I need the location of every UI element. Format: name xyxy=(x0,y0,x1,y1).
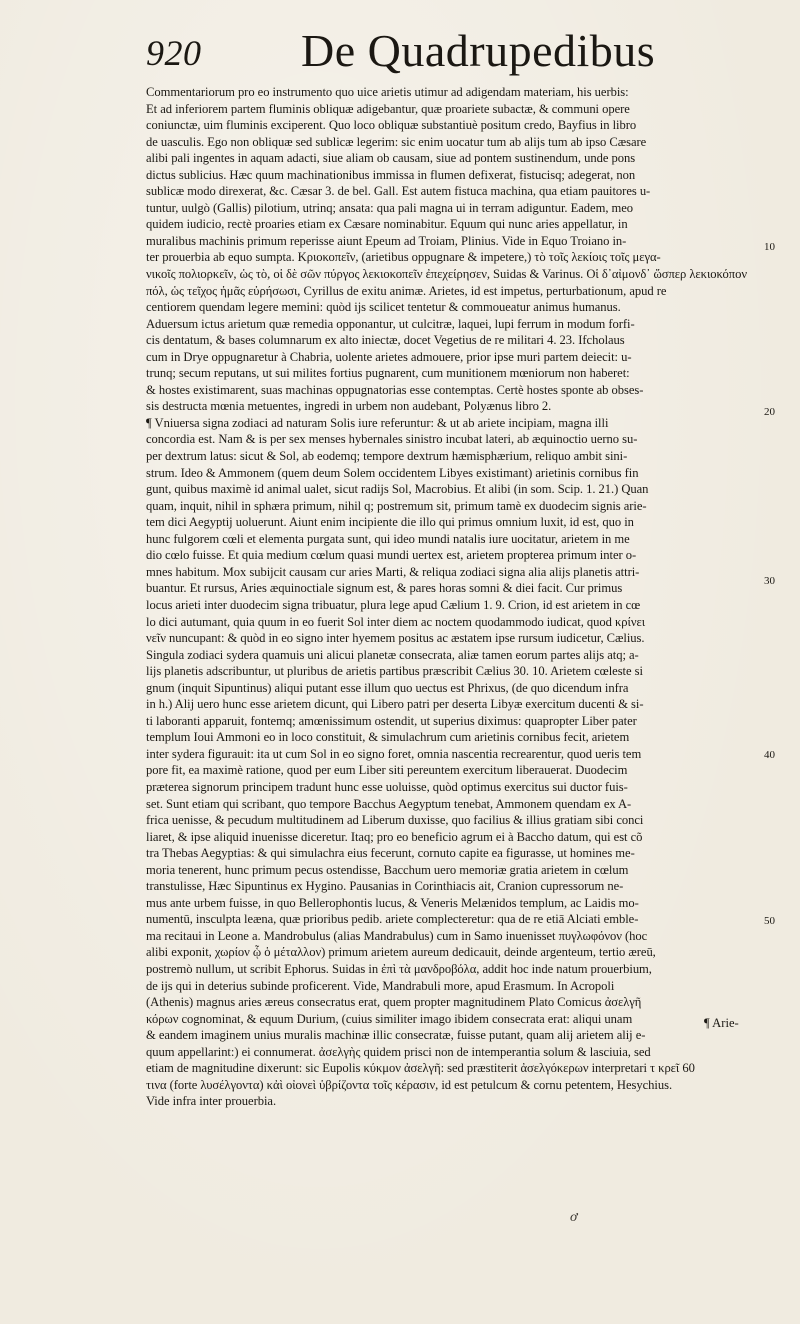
marginal-line-number: 30 xyxy=(764,575,775,587)
text-line: concordia est. Nam & is per sex menses hybernales sinistro incubat lateri, ab æquinoctio uerno su- xyxy=(146,432,638,447)
text-line: dictus sublicius. Hæc quum machinationibus immissa in flumen defixerat, fistucisq; adegerat, non xyxy=(146,167,636,182)
text-line: dio cœlo fuisse. Et quia medium cœlum quasi mundi uertex est, arietem propterea primum inter o- xyxy=(146,548,637,563)
text-line: νικοῖς πολιορκεῖν, ὡς τὸ, οἱ δὲ σῶν πύργος λεκιοκοπεῖν ἐπεχείρησεν, Suidas & Varinus. Οἱ δ᾽αἰμονδ᾽ ὥσπερ λεκιοκόπον xyxy=(146,267,747,282)
text-line: quam, inquit, nihil in sphæra primum, nihil q; postremum sit, primum tamè ex duodecim signis arie- xyxy=(146,498,647,513)
text-line: πόλ, ὡς τεῖχος ἡμᾶς εὐρήσωσι, Cyrillus de exitu animæ. Arietes, id est impetus, perturbationum, apud re xyxy=(146,283,667,298)
main-text-block xyxy=(146,84,786,1110)
text-line: locus arieti inter duodecim signa tribuatur, plura lege apud Cælium 1. 9. Crion, id est arietem in cœ xyxy=(146,597,641,612)
page-number: 920 xyxy=(146,33,202,73)
text-line: ma recitaui in Leone a. Mandrobulus (alias Mandrabulus) cum in Samo inuenisset πυγλωφόνον (hoc xyxy=(146,928,648,943)
text-line: gnum (inquit Sipuntinus) aliqui putant esse illum quo uectus est Phrixus, (de quo dicendum infra xyxy=(146,680,629,695)
text-line: frica uenisse, & pecudum multitudinem ad Liberum duxisse, quo facilius & illius gratiam sibi conci xyxy=(146,813,644,828)
text-line: mnes habitum. Mox subijcit causam cur aries Marti, & reliqua zodiaci signa alia alijs planetis attri- xyxy=(146,564,640,579)
text-line: lo dici autumant, quia quum in eo fuerit Sol inter diem ac noctem quodammodo iudicat, quod κρίνει xyxy=(146,614,646,629)
text-line: (Athenis) magnus aries æreus consecratus erat, quem propter magnitudinem Plato Comicus ἀσελγῆ xyxy=(146,995,642,1010)
marginal-line-number: 40 xyxy=(764,749,775,761)
text-line: quidem iudicio, rectè proaries etiam ex Cæsare nominabitur. Equum qui nunc aries appellatur, in xyxy=(146,217,628,232)
text-line: liaret, & ipse aliquid inuenisse diceretur. Itaq; pro eo beneficio agrum ei à Baccho datum, qui est cõ xyxy=(146,829,643,844)
text-line: per dextrum latus: sicut & Sol, ab eodemq; tempore dextrum hæmisphærium, reliquo ambit sini- xyxy=(146,449,628,464)
marginal-line-number: 50 xyxy=(764,915,775,927)
text-line: set. Sunt etiam qui scribant, quo tempore Bacchus Aegyptum tenebat, Ammonem quendam ex A- xyxy=(146,796,632,811)
text-line: inter sydera figurauit: ita ut cum Sol in eo signo foret, omnia nascentia recrearentur, quod ueris tem xyxy=(146,746,642,761)
text-line: trunq; secum reputans, ut sui milites fortius pugnarent, cum munitionem mœniorum non haberet: xyxy=(146,366,630,381)
catchword: ¶ Arie- xyxy=(704,1016,739,1030)
text-line: moria tenerent, hunc primum pecus ostendisse, Bacchum uero memoriæ gratia arietem in cœlum xyxy=(146,862,629,877)
text-line: tem dici Aegyptij uoluerunt. Aiunt enim incipiente die illo qui primus omnium luxit, id est, quo in xyxy=(146,515,634,530)
text-line: lijs planetis adscribuntur, ut pluribus de arietis partibus præscribit Cælius 30. 10. Arietem cœleste si xyxy=(146,664,643,679)
text-line: tra Thebas Aegyptias: & qui simulachra eius fecerunt, cornuto capite ea figurasse, ut homines me- xyxy=(146,846,635,861)
text-line: cis dentatum, & bases columnarum ex alto iniectæ, docet Vegetius de re militari 4. 23. Ifcholaus xyxy=(146,333,625,348)
text-line: in h.) Alij uero hunc esse arietem dicunt, qui Libero patri per deserta Libyæ exercitum ducenti & si- xyxy=(146,697,644,712)
text-line: hunc fulgorem cœli et elementa purgata sunt, qui ideo mundi natalis iure uocitatur, arietem in me xyxy=(146,531,630,546)
text-line: centiorem quendam legere memini: quòd ijs scilicet tentetur & commoueatur animus humanus. xyxy=(146,300,621,315)
text-line: Singula zodiaci sydera quamuis uni alicui planetæ consecrata, aliæ tamen eorum partes alijs atq; a- xyxy=(146,647,639,662)
text-line: templum Ioui Ammoni eo in loco constituit, & simulachrum cum arietinis cornibus fecit, arietem xyxy=(146,730,630,745)
text-line: cum in Drye oppugnaretur à Chabria, uolente arietes admouere, prior ipse muri partem deiecit: u- xyxy=(146,349,632,364)
text-line: sis destructa mœnia metuentes, ingredi in urbem non audebant, Polyænus libro 2. xyxy=(146,399,552,414)
text-line: Aduersum ictus arietum quæ remedia opponantur, ut culcitræ, laquei, lupi ferrum in modum forfi- xyxy=(146,316,635,331)
text-line: strum. Ideo & Ammonem (quem deum Solem occidentem Libyes existimant) arietinis cornibus fin xyxy=(146,465,639,480)
text-line: tuntur, uulgò (Gallis) pilotium, utrinq; ansata: qua pali magna ui in terram adiguntur. Eadem, meo xyxy=(146,200,634,215)
ink-mark: ơ xyxy=(570,1210,578,1225)
marginal-line-number: 10 xyxy=(764,241,775,253)
text-line: νεῖν nuncupant: & quòd in eo signo inter hyemem positus ac æstatem ipse rursum iudicetur, Cælius. xyxy=(146,631,645,646)
text-line: Commentariorum pro eo instrumento quo uice arietis utimur ad adigendam materiam, his uerbis: xyxy=(146,85,629,99)
text-line: de uasculis. Ego non obliquæ sed sublicæ legerim: sic enim uocatur tum ab alijs tum ab ipso Cæsare xyxy=(146,134,647,149)
text-line: postremò nullum, ut scribit Ephorus. Suidas in ἐπὶ τὰ μανδροβόλα, addit hoc inde natum prouerbium, xyxy=(146,961,652,976)
text-line: τινα (forte λυσέλγοντα) κἀὶ οἰονεὶ ὑβρίζοντα τοῖς κέρασιν, id est petulcum & cornu petentem, Hesychius. xyxy=(146,1077,673,1092)
text-line: ti laboranti apparuit, fontemq; amœnissimum ostendit, ut superius diximus: quapropter Liber pater xyxy=(146,713,637,728)
text-line: quum appellarint:) ei connumerat. ἀσελγὴς quidem prisci non de intemperantia solum & lasciuia, sed xyxy=(146,1044,651,1059)
text-line: muralibus machinis primum reperisse aiunt Epeum ad Troiam, Plinius. Vide in Equo Troiano in- xyxy=(146,233,627,248)
text-line: Et ad inferiorem partem fluminis obliquæ adigebantur, quæ proariete subactæ, & communi opere xyxy=(146,101,630,116)
text-line: alibi pali ingentes in aquam adacti, siue aliam ob causam, siue ad pontem sustinendum, unde pons xyxy=(146,151,636,166)
text-line: Vide infra inter prouerbia. xyxy=(146,1094,277,1109)
text-line: coniunctæ, uim fluminis exciperent. Quo loco obliquæ substantiuè positum credo, Bayfius in libro xyxy=(146,118,637,133)
text-line: mus ante urbem fuisse, in quo Bellerophontis lucus, & Veneris Melænidos templum, ac Laidis mo- xyxy=(146,895,639,910)
text-line: buantur. Et rursus, Aries æquinoctiale signum est, & pares horas somni & diei facit. Cur primus xyxy=(146,581,623,596)
page-header xyxy=(146,24,786,84)
text-line: de ijs qui in deterius subinde proficerent. Vide, Mandrabuli more, apud Erasmum. In Acropoli xyxy=(146,978,615,993)
text-line: transtulisse, Hæc Sipuntinus ex Hygino. Pausanias in Corinthiacis ait, Cranion cupressorum ne- xyxy=(146,879,624,894)
text-line: gunt, quibus maximè id animal ualet, sicut radijs Sol, Macrobius. Et alibi (in som. Scip. 1. 21.) Quan xyxy=(146,482,649,497)
text-line: numentū, insculpta leæna, quæ prioribus pedib. ariete complecteretur: qua de re etiā Alciati emble- xyxy=(146,912,639,927)
text-line: κόρων cognominat, & equum Durium, (cuius similiter imago ibidem consecrata erat: aliqui unam xyxy=(146,1011,633,1026)
marginal-line-number: 20 xyxy=(764,406,775,418)
text-line: & eandem imaginem unius muralis machinæ illic consecratæ, fuisse putant, quam alij arietem alij e- xyxy=(146,1028,646,1043)
text-line: præterea signorum principem tradunt hunc esse uoluisse, quòd optimus exercitus sui ductor fuis- xyxy=(146,779,628,794)
text-line: ¶ Vniuersa signa zodiaci ad naturam Solis iure referuntur: & ut ab ariete incipiam, magna illi xyxy=(146,415,609,430)
text-line: & hostes existimarent, suas machinas oppugnatorias esse contemptas. Certè hostes sponte ab obses- xyxy=(146,382,644,397)
text-line: pore fit, ea maximè ratione, quod per eum Liber siti pereuntem exercitum liberauerat. Duodecim xyxy=(146,763,628,778)
running-title: De Quadrupedibus xyxy=(301,25,656,76)
text-line: etiam de magnitudine dixerunt: sic Eupolis κύκμον ἀσελγῆ: sed præstiterit ἀσελγόκερων interpretari τ κρεῖ 60 xyxy=(146,1061,695,1076)
text-line: alibi exponit, χωρίον ᾧ ὁ μέταλλον) primum arietem aureum dedicauit, deinde argenteum, tertio æreū, xyxy=(146,945,656,960)
text-line: sublicæ modo direxerat, &c. Cæsar 3. de bel. Gall. Est autem fistuca machina, qua etiam pauitores u- xyxy=(146,184,651,199)
text-line: ter prouerbia ab equo sumpta. Κριοκοπεῖν, (arietibus oppugnare & impetere,) τὸ τοῖς λεκίοις τοῖς μεγα- xyxy=(146,250,661,265)
